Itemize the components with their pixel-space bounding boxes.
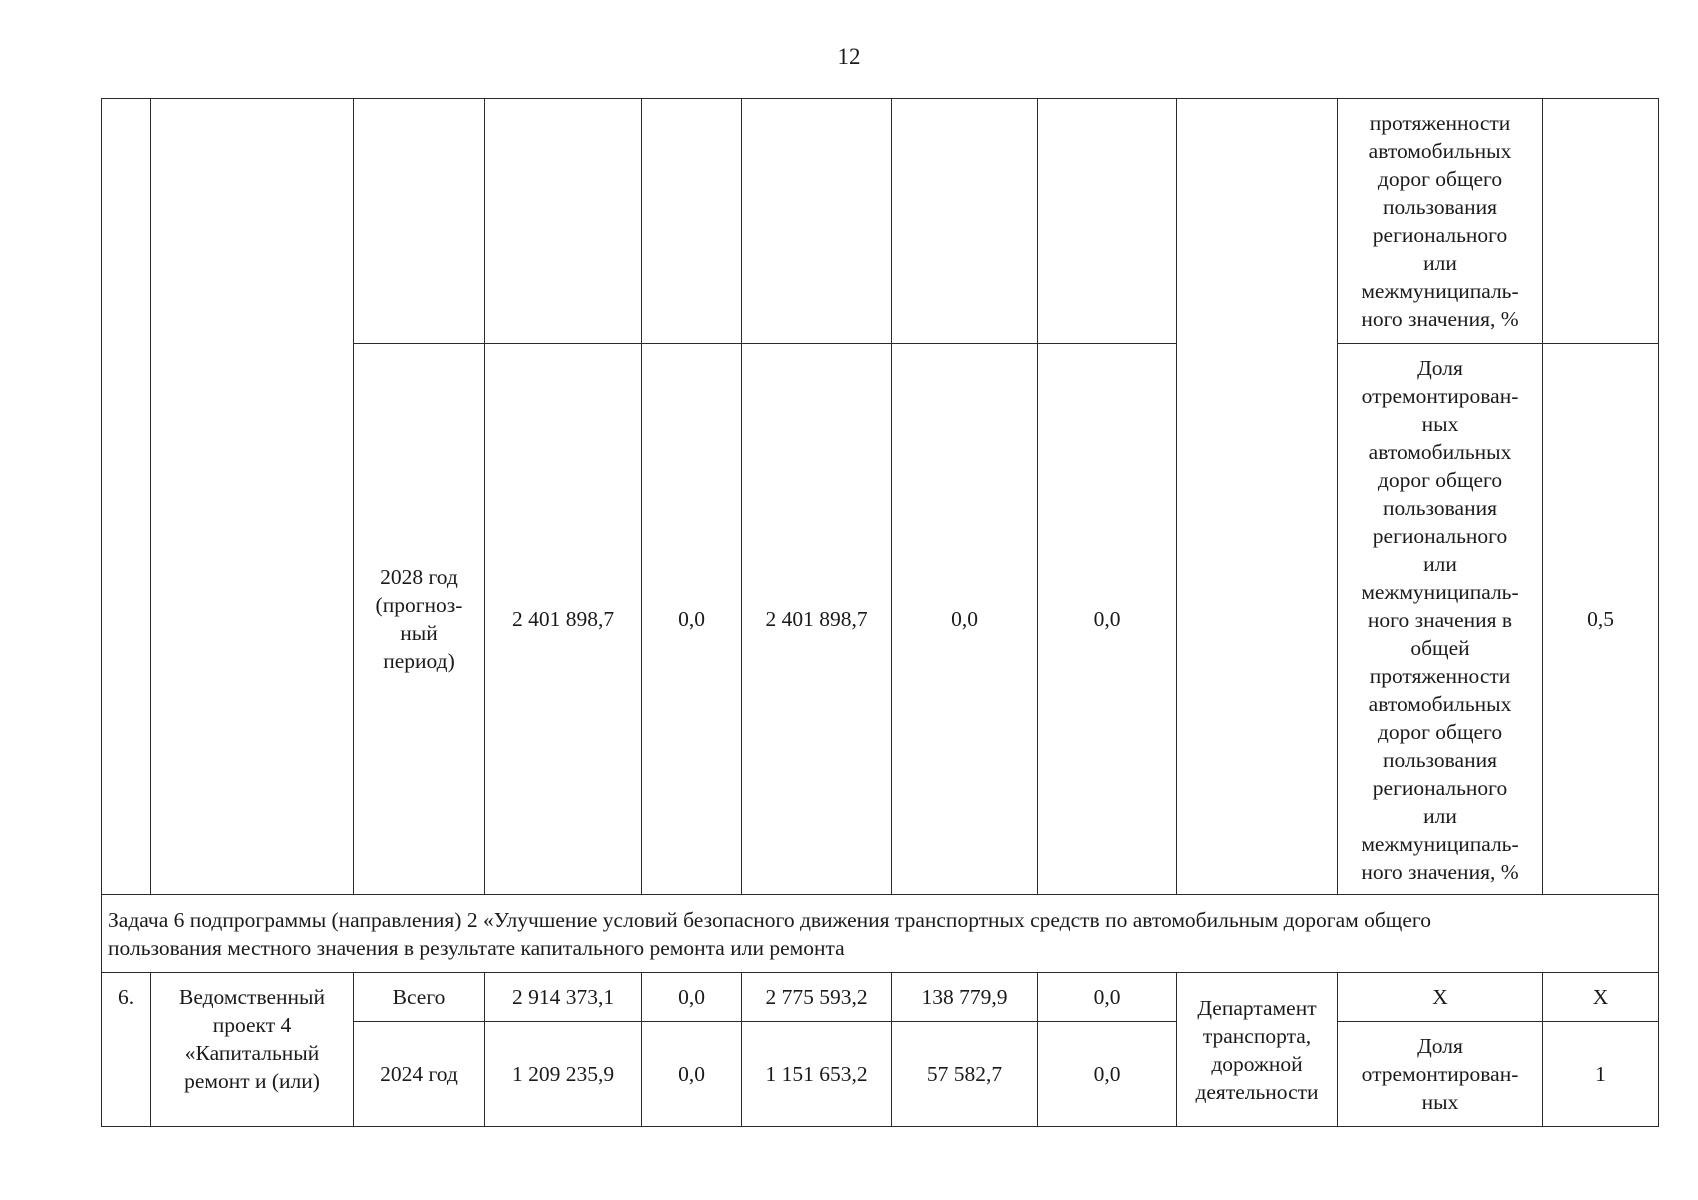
indicator-line: автомобильных: [1368, 440, 1512, 464]
name-line: ремонт и (или): [184, 1069, 320, 1093]
indicator-value-cell: [1543, 99, 1659, 344]
indicator-line: автомобильных: [1368, 692, 1512, 716]
local-budget-cell: 0,0: [892, 344, 1038, 895]
indicator-cell: [1338, 344, 1543, 895]
local-budget-cell: 57 582,7: [892, 1022, 1038, 1127]
page-number: 12: [837, 44, 861, 69]
executor-cell: [1177, 973, 1338, 1127]
indicator-line: или: [1423, 804, 1457, 828]
executor-line: транспорта,: [1202, 1023, 1312, 1048]
indicator-line: регионального: [1372, 776, 1508, 800]
indicator-value-cell: 1: [1543, 1022, 1659, 1127]
regional-budget-cell: 1 151 653,2: [742, 1022, 892, 1127]
indicator-value-cell: 0,5: [1543, 344, 1659, 895]
regional-budget-cell: 2 775 593,2: [742, 973, 892, 1022]
indicator-cell: [1338, 1022, 1543, 1127]
task-row: [102, 895, 1659, 973]
indicator-line: дорог общего: [1377, 167, 1503, 191]
indicator-line: или: [1423, 552, 1457, 576]
indicator-value-cell: Х: [1543, 973, 1659, 1022]
other-sources-cell: 0,0: [1038, 1022, 1177, 1127]
period-line: ный: [400, 621, 438, 645]
period-line: 2028 год: [380, 565, 458, 589]
total-cell: 1 209 235,9: [485, 1022, 642, 1127]
indicator-line: межмуниципаль-: [1361, 580, 1519, 604]
indicator-line: дорог общего: [1377, 720, 1503, 744]
indicator-line: межмуниципаль-: [1361, 279, 1519, 303]
other-sources-cell: [1038, 99, 1177, 344]
indicator-line: автомобильных: [1368, 139, 1512, 163]
period-line: период): [383, 649, 455, 673]
indicator-line: ного значения, %: [1361, 307, 1519, 331]
federal-budget-cell: [642, 99, 742, 344]
period-cell: Всего: [354, 973, 485, 1022]
indicator-line: общей: [1410, 636, 1470, 660]
indicator-line: ного значения, %: [1361, 860, 1519, 884]
executor-line: дорожной: [1211, 1051, 1303, 1076]
total-cell: 2 914 373,1: [485, 973, 642, 1022]
indicator-line: ных: [1421, 412, 1459, 436]
task-heading-line: пользования местного значения в результате капитального ремонта или ремонта: [108, 935, 845, 960]
other-sources-cell: 0,0: [1038, 344, 1177, 895]
executor-cell: [1177, 99, 1338, 895]
indicator-line: протяженности: [1369, 664, 1511, 688]
executor-line: деятельности: [1195, 1079, 1319, 1104]
task-heading-line: Задача 6 подпрограммы (направления) 2 «Улучшение условий безопасного движения транспортных средств по автомобильным дорогам общего: [108, 907, 1431, 932]
other-sources-cell: 0,0: [1038, 973, 1177, 1022]
executor-line: Департамент: [1197, 995, 1317, 1020]
indicator-line: Доля: [1417, 1034, 1463, 1058]
regional-budget-cell: [742, 99, 892, 344]
federal-budget-cell: 0,0: [642, 1022, 742, 1127]
name-cell: [151, 973, 354, 1127]
table-row: [102, 973, 1659, 1022]
name-line: Ведомственный: [179, 985, 325, 1009]
regional-budget-cell: 2 401 898,7: [742, 344, 892, 895]
indicator-line: ных: [1421, 1090, 1459, 1114]
indicator-line: пользования: [1383, 496, 1497, 520]
number-cell: 6.: [102, 973, 151, 1127]
local-budget-cell: 138 779,9: [892, 973, 1038, 1022]
table-row: [102, 99, 1659, 344]
indicator-line: или: [1423, 251, 1457, 275]
indicator-line: протяженности: [1369, 111, 1511, 135]
total-cell: 2 401 898,7: [485, 344, 642, 895]
indicator-line: Доля: [1417, 356, 1463, 380]
indicator-cell: [1338, 99, 1543, 344]
federal-budget-cell: 0,0: [642, 344, 742, 895]
program-table: [101, 98, 1659, 1127]
task-heading: [102, 895, 1659, 973]
federal-budget-cell: 0,0: [642, 973, 742, 1022]
indicator-line: межмуниципаль-: [1361, 832, 1519, 856]
total-cell: [485, 99, 642, 344]
period-cell: [354, 344, 485, 895]
indicator-cell: Х: [1338, 973, 1543, 1022]
indicator-line: пользования: [1383, 195, 1497, 219]
period-line: (прогноз-: [375, 593, 463, 617]
indicator-line: дорог общего: [1377, 468, 1503, 492]
indicator-line: отремонтирован-: [1361, 384, 1519, 408]
indicator-line: пользования: [1383, 748, 1497, 772]
local-budget-cell: [892, 99, 1038, 344]
name-cell: [151, 99, 354, 895]
period-cell: [354, 99, 485, 344]
indicator-line: регионального: [1372, 524, 1508, 548]
indicator-line: отремонтирован-: [1361, 1062, 1519, 1086]
indicator-line: регионального: [1372, 223, 1508, 247]
indicator-line: ного значения в: [1367, 608, 1513, 632]
number-cell: [102, 99, 151, 895]
period-cell: 2024 год: [354, 1022, 485, 1127]
name-line: проект 4: [212, 1013, 292, 1037]
name-line: «Капитальный: [184, 1041, 320, 1065]
